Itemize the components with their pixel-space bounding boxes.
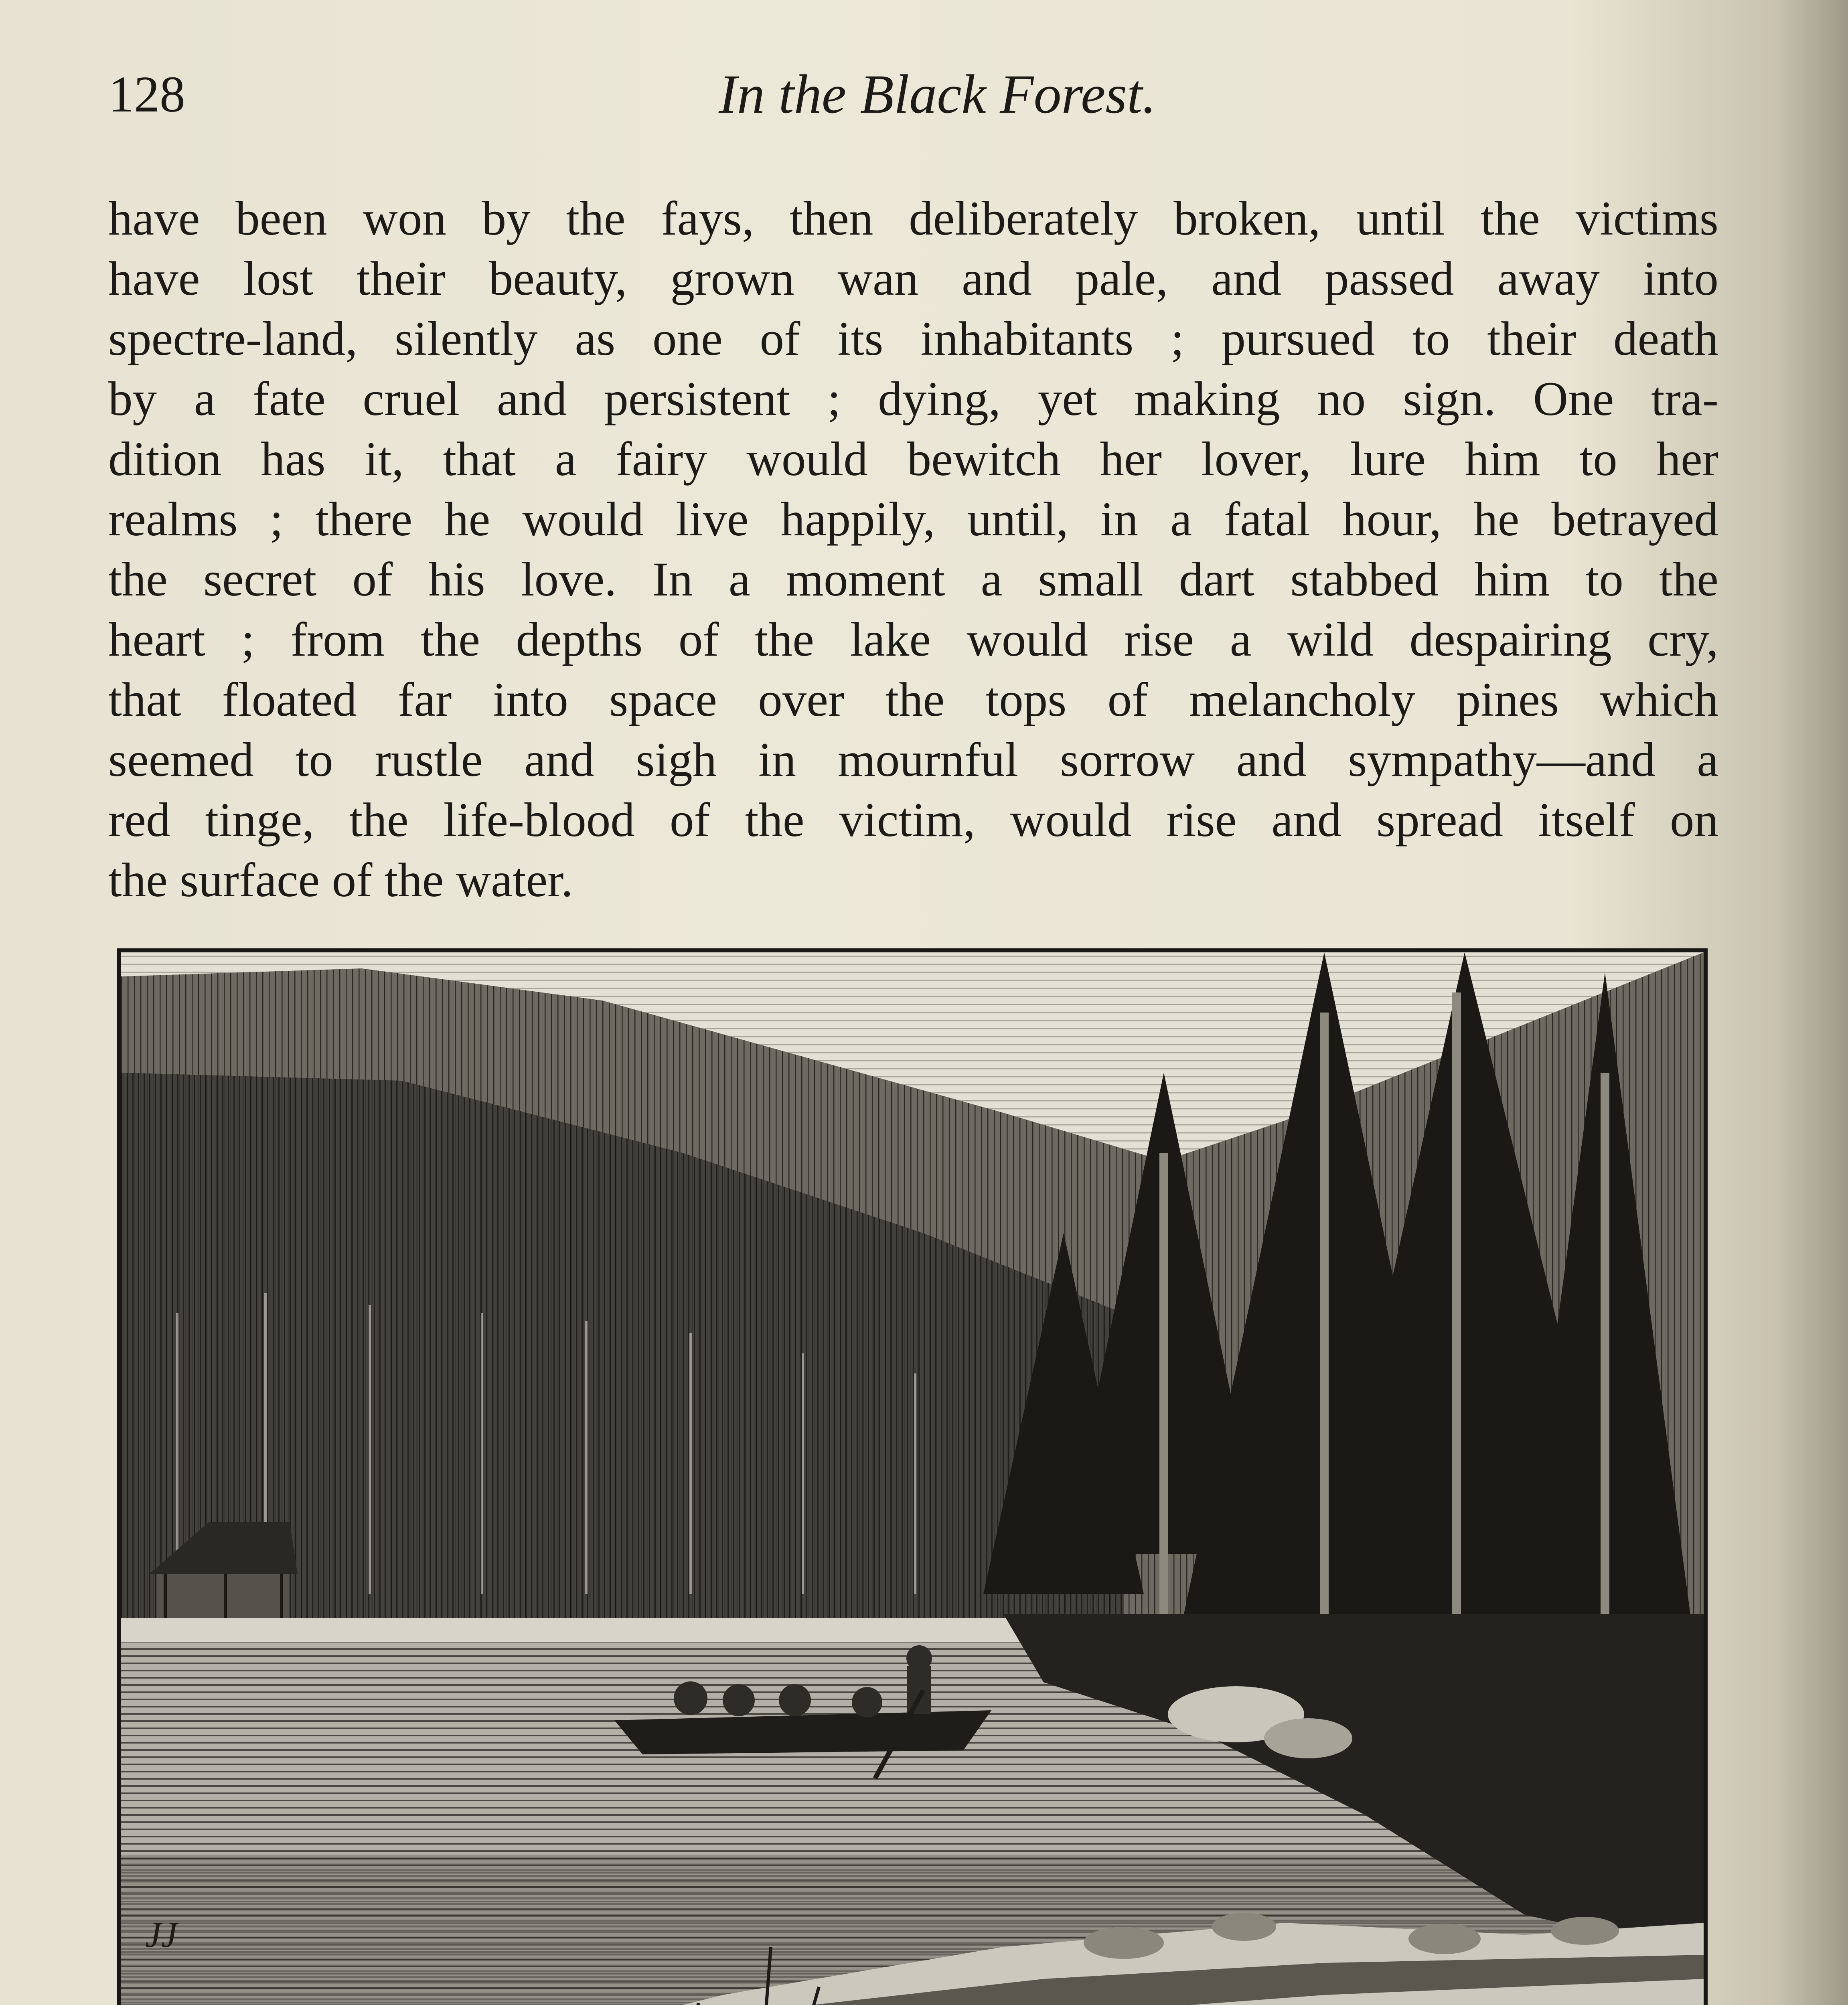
text-line: by a fate cruel and persistent ; dying, yet making no sign. One tra- (108, 372, 1718, 426)
text-line: have lost their beauty, grown wan and pale, and passed away into (108, 252, 1718, 306)
text-line: realms ; there he would live happily, until, in a fatal hour, he betrayed (108, 492, 1718, 546)
engraver-mark: JJ (145, 1915, 177, 1955)
text-line: dition has it, that a fairy would bewitch her lover, lure him to her (108, 432, 1718, 486)
engraving-illustration (121, 952, 1704, 2005)
text-line: spectre-land, silently as one of its inhabitants ; pursued to their death (108, 312, 1718, 366)
text-line: red tinge, the life-blood of the victim, would rise and spread itself on (108, 793, 1718, 847)
page-header (108, 60, 1718, 128)
text-line: have been won by the fays, then deliberately broken, until the victims (108, 192, 1718, 245)
paragraph-1 (108, 188, 1718, 910)
engraving-mummelsee (117, 948, 1708, 2005)
text-line: the surface of the water. (108, 853, 573, 907)
text-line: that floated far into space over the tops of melancholy pines which (108, 673, 1718, 727)
text-line: the secret of his love. In a moment a small dart stabbed him to the (108, 553, 1718, 606)
running-title: In the Black Forest. (719, 63, 1156, 125)
page-number: 128 (108, 66, 185, 123)
text-line: seemed to rustle and sigh in mournful sorrow and sympathy—and a (108, 733, 1718, 787)
text-line: heart ; from the depths of the lake would rise a wild despairing cry, (108, 613, 1718, 666)
